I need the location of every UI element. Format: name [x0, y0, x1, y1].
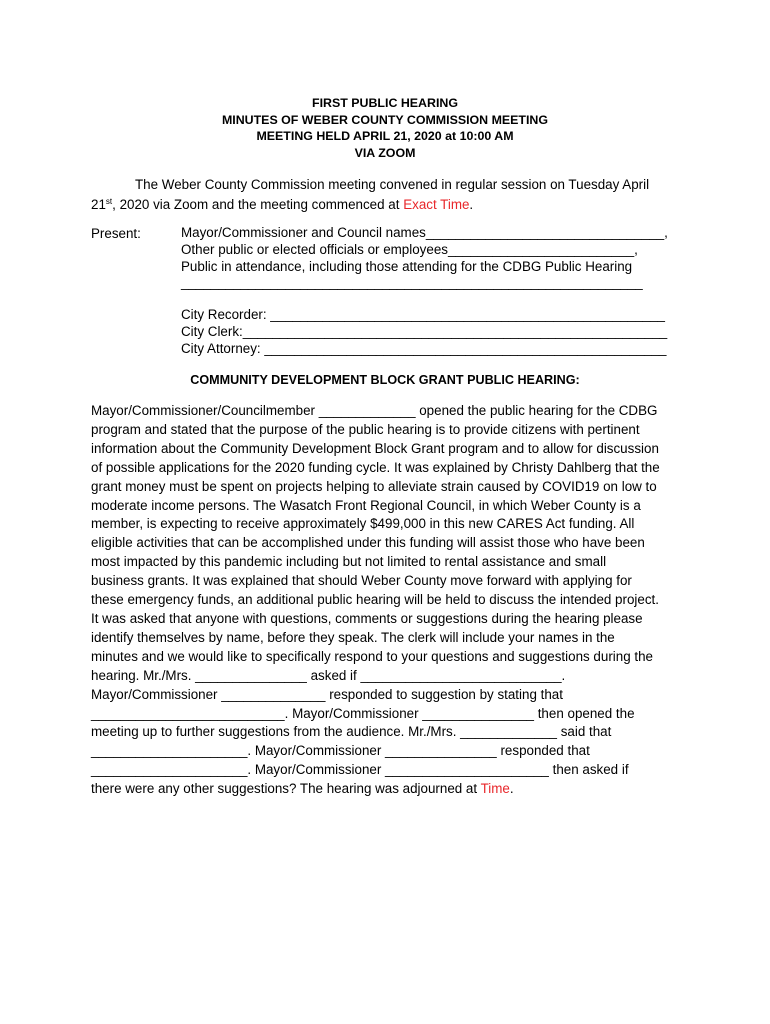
body-line: moderate income persons. The Wasatch Front Regional Council, in which Weber County is a: [91, 497, 641, 513]
body-line: member, is expecting to receive approximately $499,000 in this new CARES Act funding. All: [91, 516, 635, 532]
hearing-minutes-paragraph: [91, 402, 691, 799]
body-line: hearing. Mr./Mrs. _______________ asked if ___________________________.: [91, 667, 566, 683]
body-last-line: [91, 780, 691, 799]
body-line: It was asked that anyone with questions, comments or suggestions during the hearing please: [91, 610, 643, 626]
body-line: most impacted by this pandemic including but not limited to rental assistance and small: [91, 554, 607, 570]
present-spacer: [181, 292, 681, 307]
body-line: of possible applications for the 2020 funding cycle. It was explained by Christy Dahlberg that the: [91, 459, 660, 475]
intro-text-b: , 2020 via Zoom and the meeting commenced at: [112, 197, 404, 212]
exact-time-placeholder: Exact Time: [403, 197, 470, 212]
title-line-2: MINUTES OF WEBER COUNTY COMMISSION MEETING: [221, 112, 549, 127]
body-line: identify themselves by name, before they speak. The clerk will include your names in the: [91, 629, 615, 645]
present-list: [181, 225, 681, 358]
intro-date-number: 21: [91, 197, 106, 212]
intro-paragraph: [91, 175, 691, 215]
intro-text-a: The Weber County Commission meeting convened in regular session on Tuesday April: [135, 177, 650, 192]
title-line-3: MEETING HELD APRIL 21, 2020 at 10:00 AM: [256, 129, 514, 143]
document-title: [0, 95, 770, 161]
body-line: program and stated that the purpose of the public hearing is to provide citizens with pertinent: [91, 421, 640, 437]
present-line-public: Public in attendance, including those attending for the CDBG Public Hearing: [181, 258, 633, 274]
title-line-1: FIRST PUBLIC HEARING: [312, 96, 458, 110]
present-line-attorney: City Attorney: ______________________________________________________: [181, 340, 667, 356]
body-line: these emergency funds, an additional public hearing will be held to discuss the intended project.: [91, 592, 659, 608]
present-label: Present:: [91, 226, 141, 241]
body-line: information about the Community Development Block Grant program and to allow for discussion: [91, 440, 659, 456]
present-line-officials: Other public or elected officials or employees_________________________,: [181, 241, 638, 257]
body-line: _____________________. Mayor/Commissioner ______________________ then asked if: [91, 762, 629, 778]
body-line: grant money must be spent on projects helping to alleviate strain caused by COVID19 on low to: [91, 478, 657, 494]
body-last-line-text: there were any other suggestions? The hearing was adjourned at: [91, 781, 481, 797]
body-line: Mayor/Commissioner/Councilmember _____________ opened the public hearing for the CDBG: [91, 403, 658, 418]
body-line: __________________________. Mayor/Commissioner _______________ then opened the: [91, 705, 635, 721]
section-heading: COMMUNITY DEVELOPMENT BLOCK GRANT PUBLIC HEARING:: [190, 373, 580, 387]
body-last-line-period: .: [509, 781, 514, 797]
present-line-public-blank: ______________________________________________________________: [181, 275, 643, 291]
time-placeholder: Time: [480, 781, 510, 797]
title-line-4: VIA ZOOM: [354, 145, 416, 160]
body-line: minutes and we would like to specifically respond to your questions and suggestions during the: [91, 648, 653, 664]
present-line-clerk: City Clerk:_________________________________________________________: [181, 323, 668, 339]
body-line: meeting up to further suggestions from the audience. Mr./Mrs. _____________ said that: [91, 724, 612, 740]
intro-period: .: [469, 197, 474, 212]
intro-date-suffix: st: [105, 197, 113, 206]
present-line-council: Mayor/Commissioner and Council names________________________________,: [181, 225, 668, 240]
body-line: Mayor/Commissioner ______________ responded to suggestion by stating that: [91, 686, 563, 702]
body-line: _____________________. Mayor/Commissioner _______________ responded that: [91, 743, 590, 759]
present-line-recorder: City Recorder: _____________________________________________________: [181, 307, 665, 323]
body-line: business grants. It was explained that should Weber County move forward with applying for: [91, 573, 632, 589]
body-line: eligible activities that can be accomplished under this funding will assist those who have been: [91, 535, 645, 551]
